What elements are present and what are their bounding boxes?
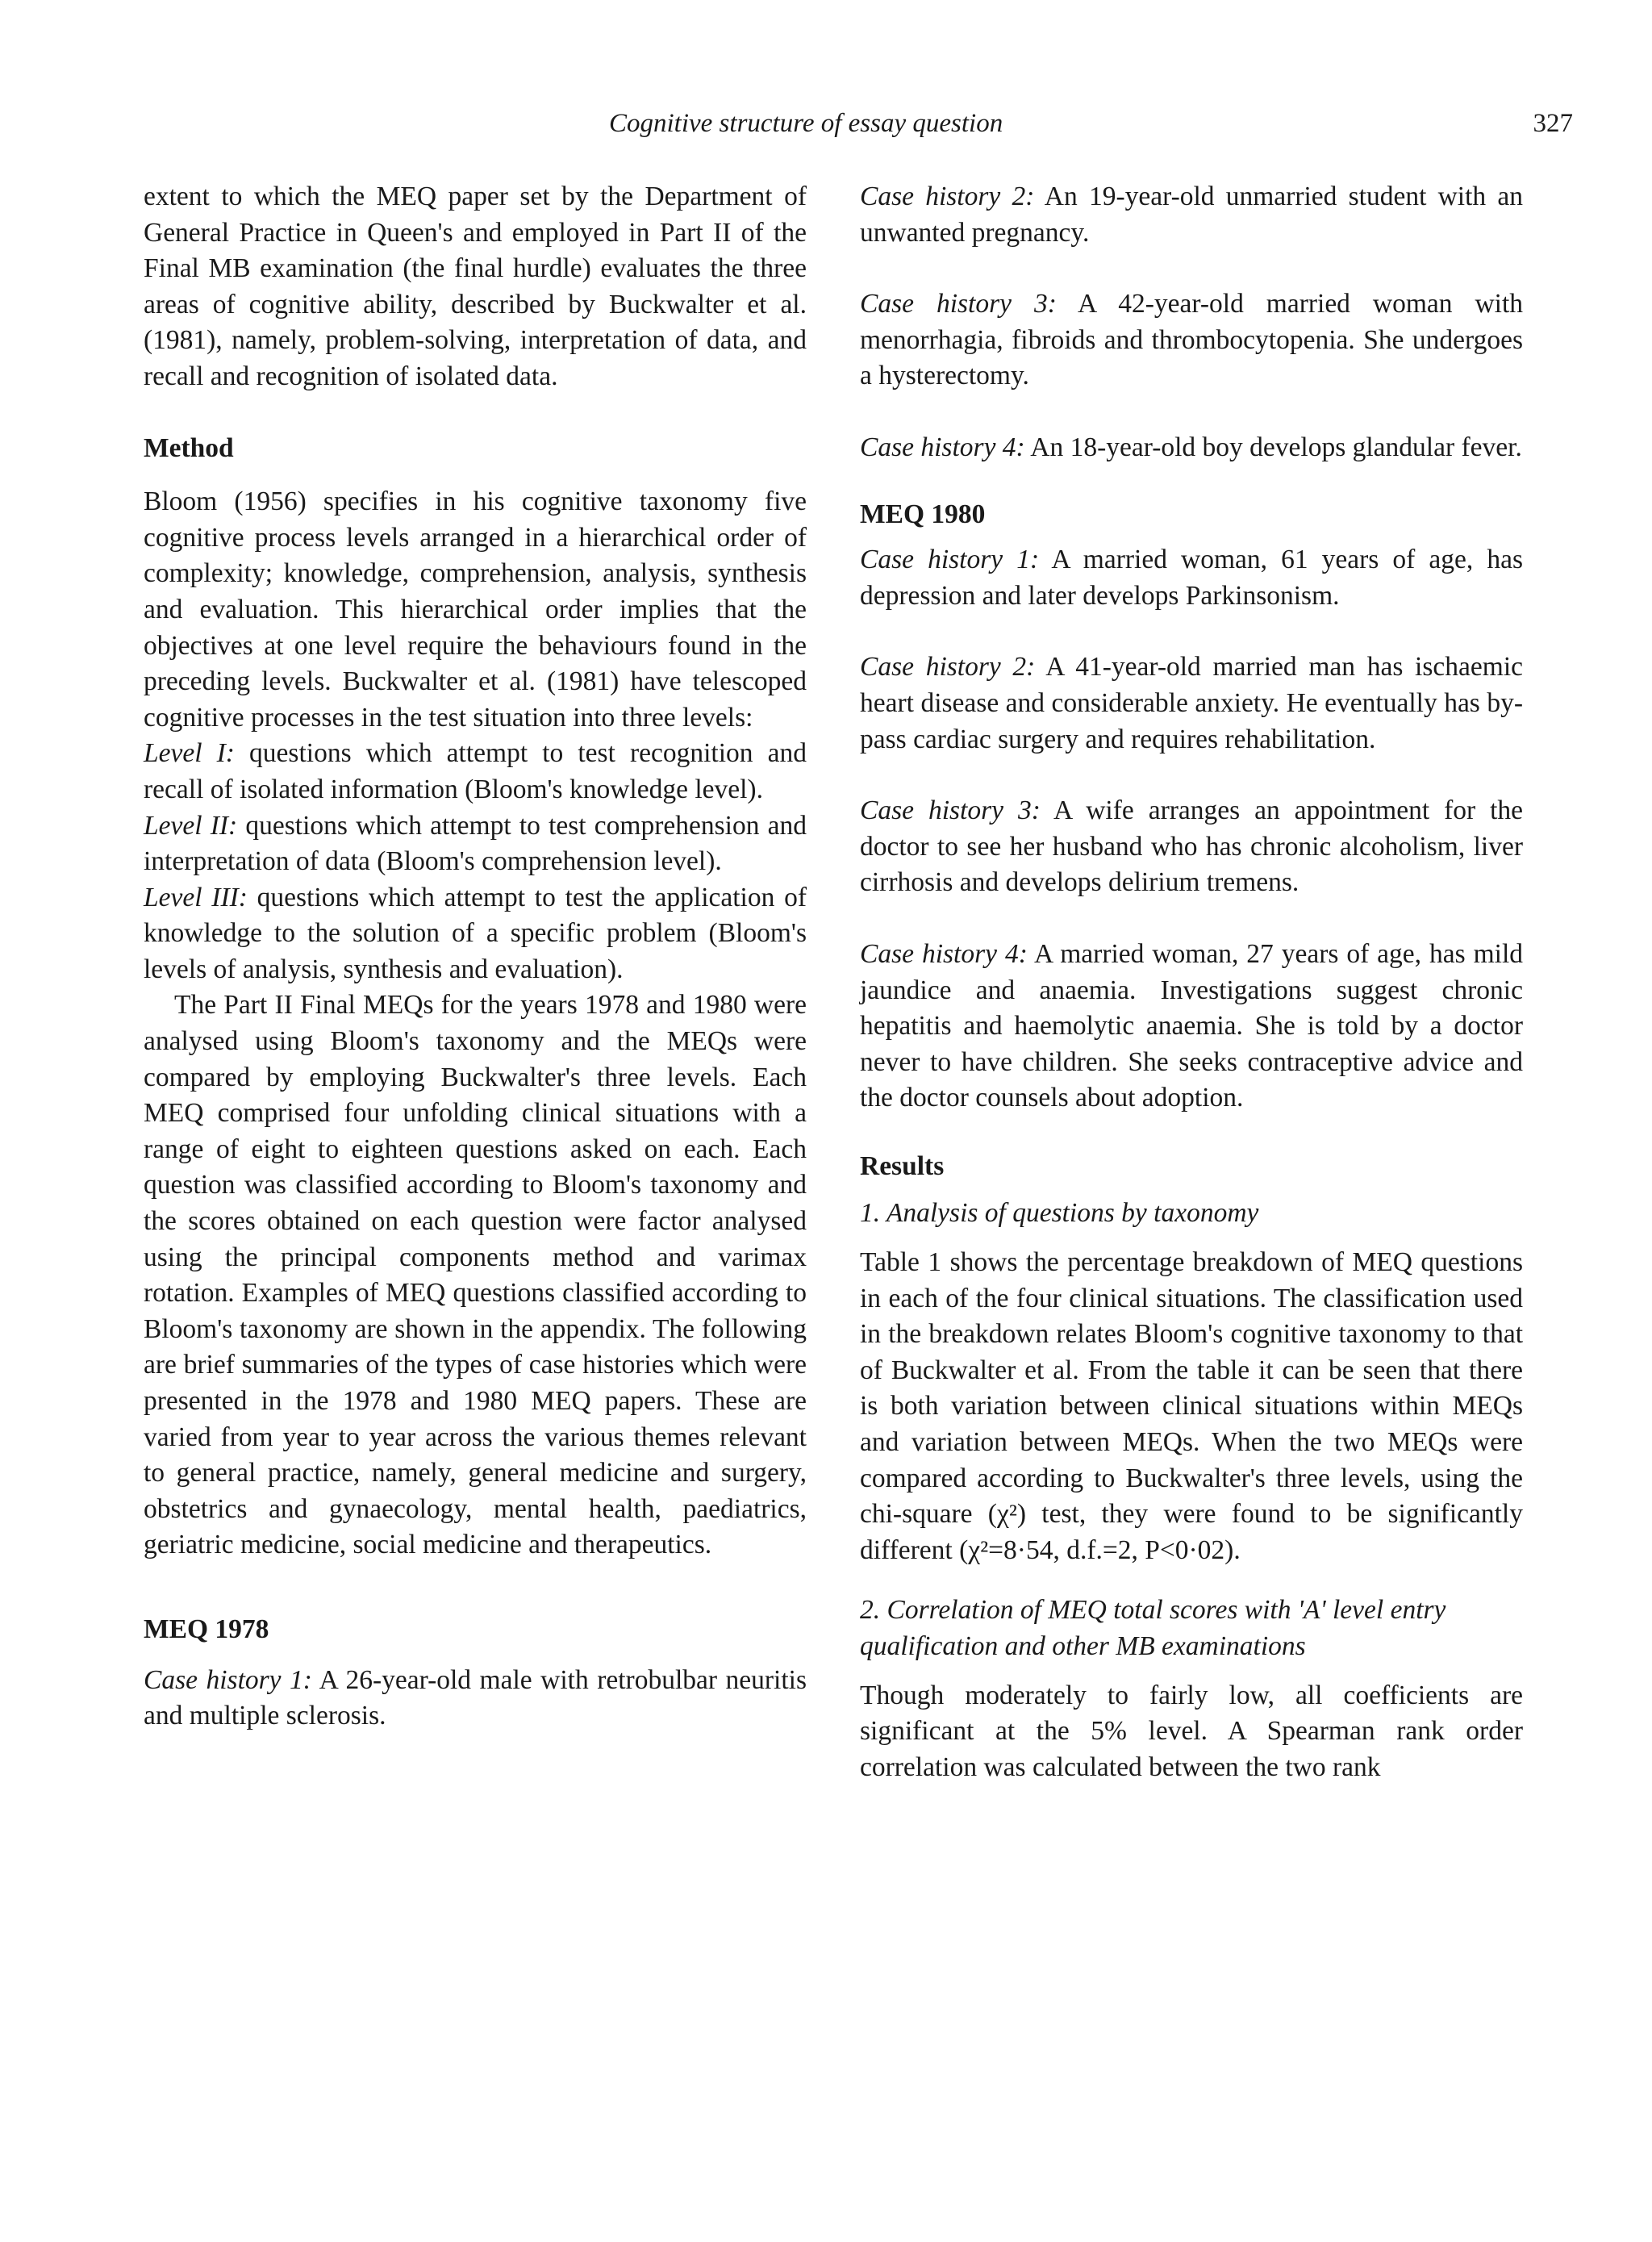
case-1980-4-text: A married woman, 27 years of age, has mild jaundice and anaemia. Investigations suggest chronic hepatitis and haemolytic anaemia. She is told by a doctor never to have children. She seeks contraceptive advice and the doctor counsels about adoption. xyxy=(860,938,1524,1113)
level-1-item xyxy=(144,736,807,808)
meq-1978-heading: MEQ 1978 xyxy=(144,1614,269,1644)
case-1980-2-text: A 41-year-old married man has ischaemic heart disease and considerable anxiety. He eventually has by-pass cardiac surgery and requires rehabilitation. xyxy=(860,652,1523,754)
case-1978-4-label: Case history 4: xyxy=(860,432,1025,462)
running-title: Cognitive structure of essay question xyxy=(609,109,1003,138)
results-paragraph-2: Though moderately to fairly low, all coefficients are significant at the 5% level. A Spearman rank order correlation was calculated between the two rank xyxy=(860,1680,1523,1782)
level-2-label: Level II: xyxy=(144,810,238,841)
case-1980-4-label: Case history 4: xyxy=(860,938,1028,969)
meq-1980-case-3 xyxy=(860,793,1523,901)
case-1978-1-label: Case history 1: xyxy=(144,1664,312,1695)
method-heading: Method xyxy=(144,432,234,463)
level-1-text: questions which attempt to test recognition and recall of isolated information (Bloom's knowledge level). xyxy=(144,738,807,804)
case-1978-2-label: Case history 2: xyxy=(860,182,1035,211)
case-1978-3-label: Case history 3: xyxy=(860,289,1057,319)
meq-1980-heading: MEQ 1980 xyxy=(860,499,986,529)
intro-paragraph: extent to which the MEQ paper set by the Department of General Practice in Queen's and employed in Part II of the Final MB examination (the final hurdle) evaluates the three areas of cognitive ability, described by Buckwalter et al. (1981), namely, problem-solving, interpretation of data, and recall and recognition of isolated data. xyxy=(144,182,807,391)
meq-1980-case-1 xyxy=(860,542,1523,614)
meq-1980-case-2 xyxy=(860,649,1523,758)
level-1-label: Level I: xyxy=(144,738,235,769)
case-1980-1-text: A married woman, 61 years of age, has depression and later develops Parkinsonism. xyxy=(860,545,1524,611)
results-heading: Results xyxy=(860,1150,945,1181)
meq-1980-case-4 xyxy=(860,937,1523,1117)
results-subheading-1: 1. Analysis of questions by taxonomy xyxy=(860,1198,1259,1229)
level-3-item xyxy=(144,880,807,988)
meq-1978-case-1 xyxy=(144,1663,807,1735)
page-number: 327 xyxy=(1533,109,1573,138)
level-2-item xyxy=(144,808,807,880)
case-1978-4-text: An 18-year-old boy develops glandular fever. xyxy=(1030,432,1522,462)
meq-1978-case-4 xyxy=(860,430,1523,466)
level-2-text: questions which attempt to test comprehension and interpretation of data (Bloom's comprehension level). xyxy=(144,810,807,877)
left-column xyxy=(144,179,807,1735)
case-1980-1-label: Case history 1: xyxy=(860,545,1040,575)
case-1978-1-text: A 26-year-old male with retrobulbar neuritis and multiple sclerosis. xyxy=(144,1664,807,1731)
case-1978-3-text: A 42-year-old married woman with menorrhagia, fibroids and thrombocytopenia. She undergoes a hysterectomy. xyxy=(860,289,1523,391)
level-3-text: questions which attempt to test the application of knowledge to the solution of a specific problem (Bloom's levels of analysis, synthesis and evaluation). xyxy=(144,882,807,984)
case-1978-2-text: An 19-year-old unmarried student with an unwanted pregnancy. xyxy=(860,182,1524,248)
method-paragraph-2: The Part II Final MEQs for the years 1978 and 1980 were analysed using Bloom's taxonomy and the MEQs were compared by employing Buckwalter's three levels. Each MEQ comprised four unfolding clinical situations with a range of eight to eighteen questions asked on each. Each question was classified according to Bloom's taxonomy and the scores obtained on each question were factor analysed using the principal components method and varimax rotation. Examples of MEQ questions classified according to Bloom's taxonomy are shown in the appendix. The following are brief summaries of the types of case histories which were presented in the 1978 and 1980 MEQ papers. These are varied from year to year across the various themes relevant to general practice, namely, general medicine and surgery, obstetrics and gynaecology, mental health, paediatrics, geriatric medicine, social medicine and therapeutics. xyxy=(144,990,807,1560)
meq-1978-case-3 xyxy=(860,286,1523,395)
right-column xyxy=(860,179,1523,1785)
case-1980-3-text: A wife arranges an appointment for the doctor to see her husband who has chronic alcoholism, liver cirrhosis and develops delirium tremens. xyxy=(860,795,1523,898)
level-3-label: Level III: xyxy=(144,882,248,912)
results-subheading-2: 2. Correlation of MEQ total scores with 'A' level entry qualification and other MB examinations xyxy=(860,1595,1446,1661)
case-1980-3-label: Case history 3: xyxy=(860,795,1041,826)
results-paragraph-1: Table 1 shows the percentage breakdown of MEQ questions in each of the four clinical situations. The classification used in the breakdown relates Bloom's cognitive taxonomy to that of Buckwalter et al. From the table it can be seen that there is both variation between clinical situations within MEQs and variation between MEQs. When the two MEQs were compared according to Buckwalter's three levels, using the chi-square (χ²) test, they were found to be significantly different (χ²=8·54, d.f.=2, P<0·02). xyxy=(860,1247,1523,1565)
meq-1978-case-2 xyxy=(860,179,1523,251)
case-1980-2-label: Case history 2: xyxy=(860,652,1036,683)
method-paragraph-1: Bloom (1956) specifies in his cognitive taxonomy five cognitive process levels arranged in a hierarchical order of complexity; knowledge, comprehension, analysis, synthesis and evaluation. This hierarchical order implies that the objectives at one level require the behaviours found in the preceding levels. Buckwalter et al. (1981) have telescoped cognitive processes in the test situation into three levels: xyxy=(144,486,807,733)
